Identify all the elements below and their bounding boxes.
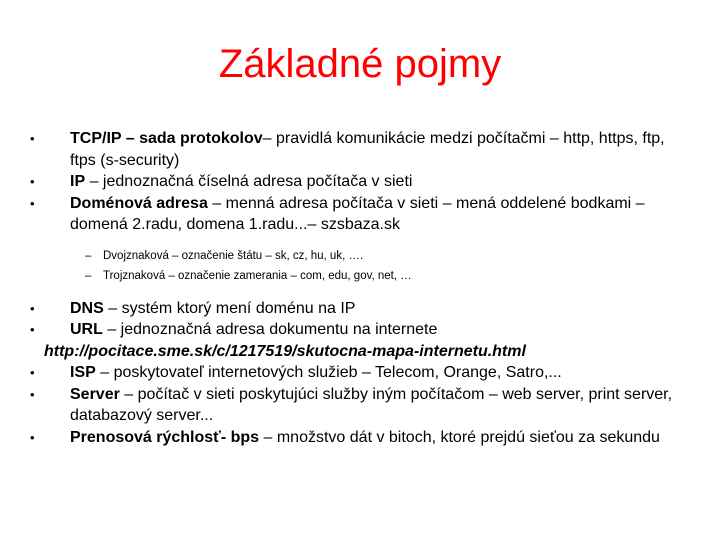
bullet-dns bbox=[30, 298, 694, 320]
bullet-domain bbox=[30, 193, 694, 236]
domain-sublist bbox=[44, 246, 694, 286]
dash-icon: – bbox=[85, 269, 92, 282]
term-url: URL bbox=[70, 321, 103, 338]
bullet-icon: • bbox=[30, 131, 35, 146]
desc-url: – jednoznačná adresa dokumentu na internete bbox=[102, 321, 438, 338]
bullet-isp bbox=[30, 362, 694, 384]
term-server: Server bbox=[70, 385, 120, 403]
term-ip: IP bbox=[70, 173, 86, 190]
term-dns: DNS bbox=[70, 299, 104, 317]
bullet-icon: • bbox=[30, 365, 35, 380]
desc-dns: – systém ktorý mení doménu na IP bbox=[103, 299, 356, 317]
bullet-server bbox=[30, 384, 694, 427]
sublist-item-two-letter: – Dvojznaková – označenie štátu – sk, cz, hu, uk, …. bbox=[85, 246, 694, 266]
bullet-tcpip bbox=[30, 128, 694, 171]
url-example: http://pocitace.sme.sk/c/1217519/skutocna-mapa-internetu.html bbox=[44, 342, 526, 360]
desc-ip: – jednoznačná číselná adresa počítača v sieti bbox=[85, 173, 413, 190]
slide-content bbox=[30, 128, 694, 448]
term-bandwidth: Prenosová rýchlosť- bps bbox=[70, 428, 260, 446]
dash-icon: – bbox=[85, 249, 92, 262]
bullet-icon: • bbox=[30, 300, 35, 316]
desc-domain: – menná adresa počítača v sieti – mená oddelené bodkami –domená 2.radu, domena 1.radu...– szsbaza.sk bbox=[70, 194, 645, 233]
bullet-icon: • bbox=[30, 322, 35, 337]
term-isp: ISP bbox=[70, 364, 96, 381]
bullet-icon: • bbox=[30, 174, 35, 189]
slide-title: Základné pojmy bbox=[218, 42, 502, 86]
bullet-icon: • bbox=[30, 429, 35, 445]
bullet-icon: • bbox=[30, 195, 35, 211]
desc-isp: – poskytovateľ internetových služieb – Telecom, Orange, Satro,... bbox=[95, 364, 562, 381]
bullet-ip bbox=[30, 171, 694, 193]
term-tcpip: TCP/IP – sada protokolov bbox=[70, 130, 263, 147]
sublist-item-three-letter: – Trojznaková – označenie zamerania – com, edu, gov, net, … bbox=[85, 266, 694, 286]
desc-tcpip: – pravidlá komunikácie medzi počítačmi – http, https, ftp, ftps (s-security) bbox=[70, 130, 665, 169]
term-domain: Doménová adresa bbox=[70, 194, 208, 212]
desc-server: – počítač v sieti poskytujúci služby iným počítačom – web server, print server, databazový server... bbox=[70, 385, 673, 424]
bullet-icon: • bbox=[30, 386, 35, 402]
bullet-url bbox=[30, 319, 694, 341]
desc-bandwidth: – množstvo dát v bitoch, ktoré prejdú sieťou za sekundu bbox=[259, 428, 660, 446]
bullet-bandwidth bbox=[30, 427, 694, 449]
